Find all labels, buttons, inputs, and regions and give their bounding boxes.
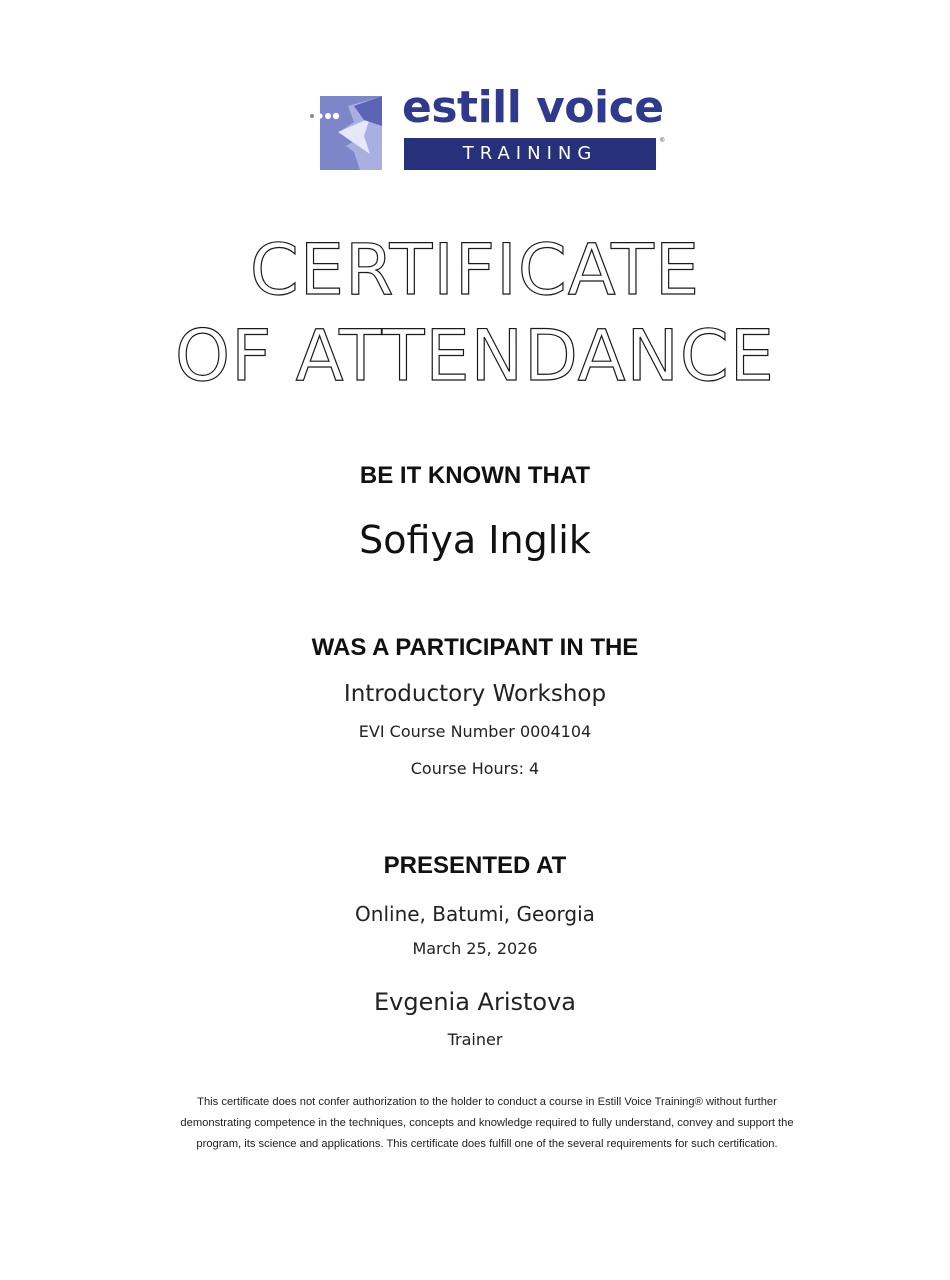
presented-location: Online, Batumi, Georgia <box>355 902 595 926</box>
presented-date: March 25, 2026 <box>412 939 538 958</box>
course-hours: Course Hours: 4 <box>410 759 540 778</box>
trainer-role: Trainer <box>447 1030 503 1049</box>
trainer-name: Evgenia Aristova <box>373 988 577 1016</box>
certificate-title-line2: OF ATTENDANCE <box>175 315 775 397</box>
logo-wordmark: estill voice <box>402 82 664 133</box>
known-heading: BE IT KNOWN THAT <box>359 462 591 489</box>
course-name: Introductory Workshop <box>343 681 607 707</box>
recipient-name: Sofiya Inglik <box>359 518 591 562</box>
logo-training-band: TRAINING <box>404 138 656 170</box>
certificate-disclaimer: This certificate does not confer authorization to the holder to conduct a course in Estill Voice Training® without further demonstrating competence in the techniques, concepts and knowledge required to fully understand, convey and support the program, its science and applications. This certificate does fulfill one of the several requirements for such certification. <box>180 1096 794 1150</box>
registered-mark: ® <box>660 138 665 144</box>
estill-voice-training-logo <box>308 82 668 178</box>
course-number: EVI Course Number 0004104 <box>358 722 592 741</box>
presented-heading: PRESENTED AT <box>383 852 567 879</box>
certificate-title-line1: CERTIFICATE <box>249 229 701 311</box>
estill-profile-mark-icon <box>308 96 386 174</box>
participant-heading: WAS A PARTICIPANT IN THE <box>311 634 639 661</box>
